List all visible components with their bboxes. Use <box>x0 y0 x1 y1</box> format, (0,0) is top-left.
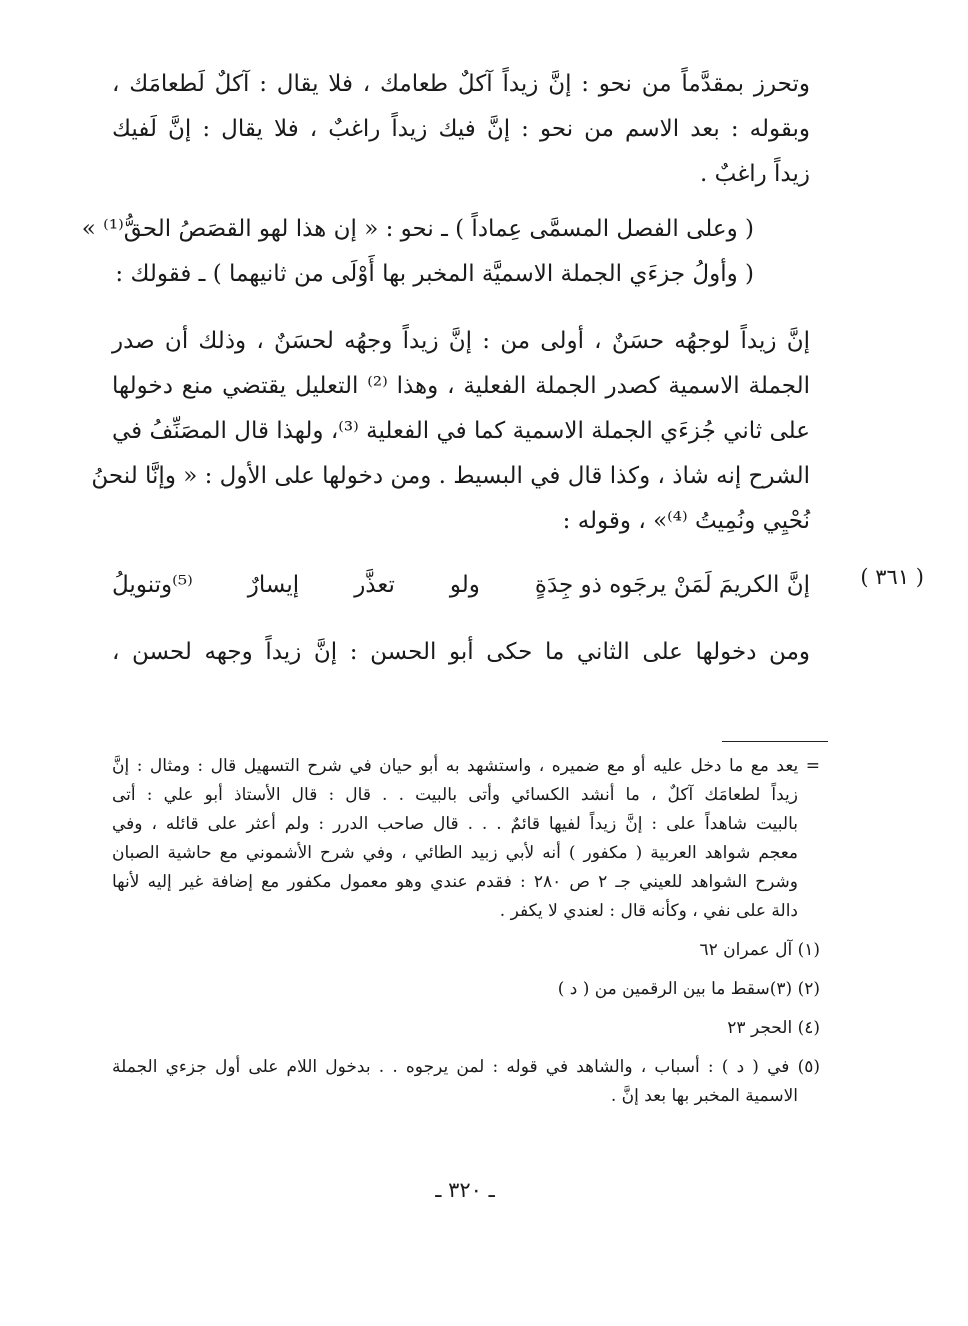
footnote-line: معجم شواهد العربية ( مكفور ) أنه لأبي زبيد الطائي ، وفي شرح الأشموني مع حاشية الصبان <box>112 843 798 863</box>
footnote-5: (٥) في ( د ) : أسباب ، والشاهد في قوله : لمن يرجوه . . بدخول اللام على أول جزءي الجملة <box>112 1057 820 1077</box>
verse-word: إيسارٌ <box>247 572 300 598</box>
poetry-verse <box>112 562 810 608</box>
verse-word: ⁽⁵⁾وتنويلُ <box>112 572 193 598</box>
text-line: نُحْيِي ونُمِيتُ ⁽⁴⁾» ، وقوله : <box>562 508 810 534</box>
footnote-line: وشرح الشواهد للعيني جـ ٢ ص ٢٨٠ : فقدم عندي وهو معمول مكفور مع إضافة غير إليه لأنها <box>112 872 798 892</box>
footnote-1: (١) آل عمران ٦٢ <box>699 940 820 960</box>
footnote-line: زيداً لطعامَك آكلٌ ، ما أنشد الكسائي وأتى بالبيت . . قال : قال الأستاذ أبو علي : أتى <box>112 785 798 805</box>
footnote-line: دالة على نفي ، وكأنه قال : لعندي لا يكفر . <box>499 901 798 921</box>
text-line: على ثاني جُزءَي الجملة الاسمية كما في الفعلية ⁽³⁾، ولهذا قال المصَنِّفُ في <box>112 418 810 444</box>
text-line: وبقوله : بعد الاسم من نحو : إنَّ فيك زيداً راغبٌ ، فلا يقال : إنَّ لَفيك <box>112 116 810 142</box>
text-line: وتحرز بمقدَّماً من نحو : إنَّ زيداً آكلٌ طعامك ، فلا يقال : آكلٌ لَطعامَك ، <box>112 71 810 97</box>
text-line: إنَّ زيداً لوجهُه حسَنٌ ، أولى من : إنَّ زيداً وجهُه لحسَنٌ ، وذلك أن صدر <box>112 328 811 354</box>
verse-word: تعذَّر <box>354 572 395 598</box>
text-line: زيداً راغبٌ . <box>699 161 810 187</box>
footnotes <box>112 752 820 1111</box>
footnote-line: = يعد مع ما دخل عليه أو مع ضميره ، واستشهد به أبو حيان في شرح التسهيل قال : ومثال : إنَّ <box>112 756 820 776</box>
text-line: ( وأولُ جزءَي الجملة الاسميَّة المخبر بها أَوْلَى من ثانيهما ) ـ فقولك : <box>115 261 754 287</box>
verse-number: ( ٣٦١ ) <box>860 565 924 589</box>
text-line: الجملة الاسمية كصدر الجملة الفعلية ، وهذا ⁽²⁾ التعليل يقتضي منع دخولها <box>112 373 810 399</box>
verse-word: إنَّ الكريمَ لَمَنْ يرجَوه ذو جِدَةٍ <box>534 572 810 598</box>
footnote-5-cont: الاسمية المخبر بها بعد إنَّ . <box>610 1086 798 1106</box>
footnote-line: بالبيت شاهداً على : إنَّ زيداً لفيها قائمٌ . . . قال صاحب الدرر : ولم أعثر على قائله ، وفي <box>112 814 798 834</box>
page-number: ـ ٣٢٠ ـ <box>435 1178 495 1202</box>
text-line: الشرح إنه شاذ ، وكذا قال في البسيط . ومن دخولها على الأول : « وإنَّا لنحنُ <box>91 463 810 489</box>
footnote-4: (٤) الحجر ٢٣ <box>727 1018 820 1038</box>
footnote-2: (٢) (٣)سقط ما بين الرقمين من ( د ) <box>557 979 820 999</box>
footnote-divider <box>722 741 828 742</box>
main-text <box>81 62 811 675</box>
verse-word: ولو <box>449 572 480 598</box>
text-line: ( وعلى الفصل المسمَّى عِماداً ) ـ نحو : « إن هذا لهو القصَصُ الحقُّ⁽¹⁾ » <box>81 216 754 242</box>
text-line: ومن دخولها على الثاني ما حكى أبو الحسن : إنَّ زيداً وجهه لحسن ، <box>112 639 810 665</box>
